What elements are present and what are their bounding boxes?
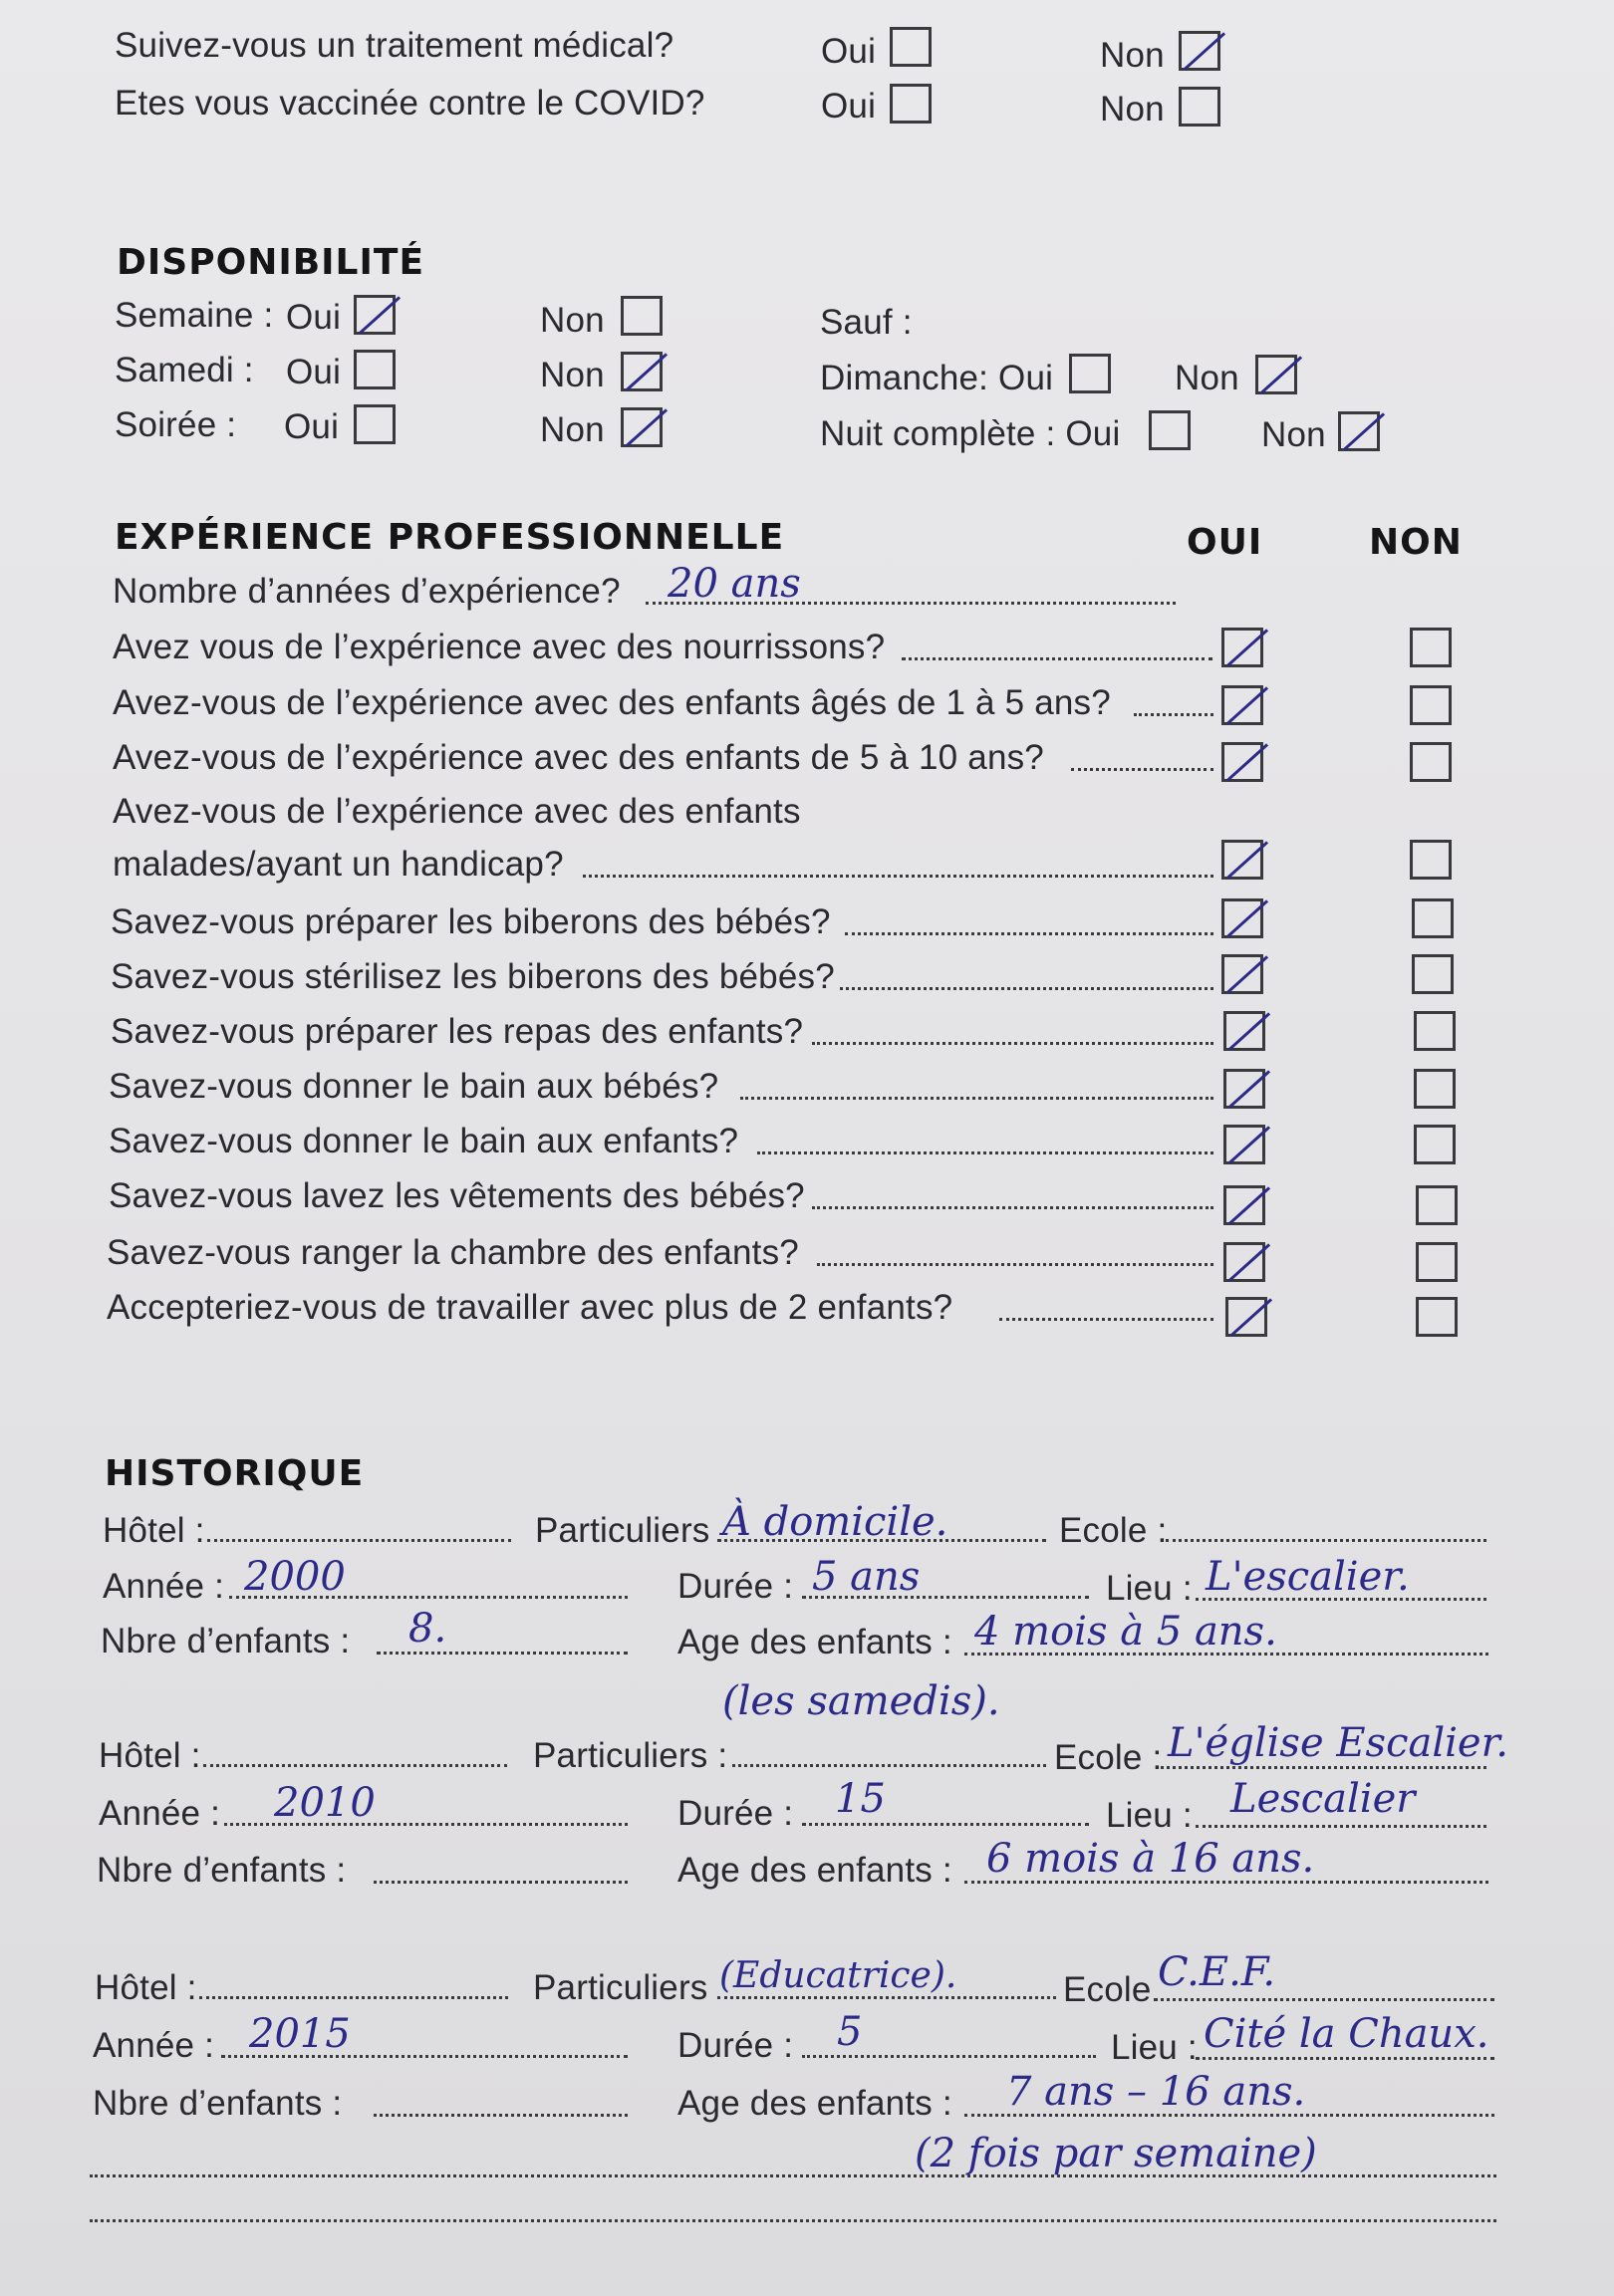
semaine-non-checkbox[interactable] bbox=[621, 296, 663, 336]
entry2-ecole-value[interactable]: L'église Escalier. bbox=[1168, 1720, 1509, 1766]
entry2-age-label: Age des enfants : bbox=[677, 1851, 952, 1890]
question-leader bbox=[845, 932, 1213, 935]
covid-question: Etes vous vaccinée contre le COVID? bbox=[115, 84, 705, 123]
entry2-lieu-label: Lieu : bbox=[1106, 1796, 1193, 1835]
treatment-oui-label: Oui bbox=[821, 32, 877, 71]
treatment-oui-checkbox[interactable] bbox=[890, 27, 932, 67]
soiree-label: Soirée : bbox=[115, 405, 237, 444]
question-leader bbox=[812, 1206, 1213, 1209]
entry3-particuliers-line bbox=[717, 1996, 1056, 1999]
question-prepare-bottles: Savez-vous préparer les biberons des bébés? bbox=[111, 902, 831, 941]
question-bath-children-oui-checkbox[interactable] bbox=[1223, 1125, 1265, 1164]
question-age-5-10-oui-checkbox[interactable] bbox=[1221, 742, 1263, 782]
entry1-ecole-line bbox=[1166, 1539, 1486, 1542]
question-wash-clothes-oui-checkbox[interactable] bbox=[1223, 1185, 1265, 1225]
question-wash-clothes-non-checkbox[interactable] bbox=[1416, 1185, 1458, 1225]
entry1-particuliers-label: Particuliers bbox=[535, 1511, 710, 1550]
entry1-nbre-label: Nbre d’enfants : bbox=[101, 1622, 351, 1660]
column-oui-heading: OUI bbox=[1187, 522, 1263, 563]
question-leader bbox=[1071, 768, 1213, 771]
entry2-ecole-label: Ecole : bbox=[1054, 1738, 1163, 1777]
entry3-duree-line bbox=[802, 2055, 1096, 2058]
entry3-annee-value[interactable]: 2015 bbox=[249, 2011, 351, 2057]
entry2-ecole-line bbox=[1161, 1766, 1486, 1769]
entry3-hotel-label: Hôtel : bbox=[95, 1968, 197, 2007]
question-age-1-5-non-checkbox[interactable] bbox=[1410, 685, 1452, 725]
soiree-non-label: Non bbox=[540, 410, 605, 449]
question-more-than-2-oui-checkbox[interactable] bbox=[1225, 1297, 1267, 1337]
question-handicap-non-checkbox[interactable] bbox=[1410, 840, 1452, 880]
question-age-1-5-oui-checkbox[interactable] bbox=[1221, 685, 1263, 725]
question-leader bbox=[740, 1097, 1213, 1100]
entry1-duree-value[interactable]: 5 ans bbox=[812, 1554, 921, 1600]
entry2-nbre-label: Nbre d’enfants : bbox=[97, 1851, 347, 1890]
question-prepare-bottles-non-checkbox[interactable] bbox=[1412, 898, 1454, 938]
entry1-lieu-value[interactable]: L'escalier. bbox=[1206, 1554, 1410, 1600]
question-leader bbox=[812, 1042, 1213, 1045]
entry3-particuliers-label: Particuliers bbox=[533, 1968, 708, 2007]
question-sterilize-bottles-non-checkbox[interactable] bbox=[1412, 954, 1454, 994]
entry3-age-label: Age des enfants : bbox=[677, 2084, 952, 2123]
samedi-oui-label: Oui bbox=[286, 353, 342, 391]
question-age-5-10-non-checkbox[interactable] bbox=[1410, 742, 1452, 782]
question-infants: Avez vous de l’expérience avec des nourrissons? bbox=[113, 628, 886, 666]
question-prepare-meals-oui-checkbox[interactable] bbox=[1223, 1011, 1265, 1051]
dimanche-label: Dimanche: Oui bbox=[820, 359, 1054, 397]
question-handicap-line1: Avez-vous de l’expérience avec des enfants bbox=[113, 792, 801, 831]
years-answer[interactable]: 20 ans bbox=[668, 561, 801, 607]
question-bath-babies-non-checkbox[interactable] bbox=[1414, 1069, 1456, 1109]
treatment-non-checkbox[interactable] bbox=[1179, 31, 1220, 71]
entry3-age-value[interactable]: 7 ans – 16 ans. bbox=[1006, 2069, 1306, 2115]
entry2-age-value[interactable]: 6 mois à 16 ans. bbox=[986, 1836, 1315, 1882]
entry3-lieu-value[interactable]: Cité la Chaux. bbox=[1204, 2011, 1489, 2057]
entry3-ecole-label: Ecole bbox=[1063, 1970, 1152, 2009]
samedi-oui-checkbox[interactable] bbox=[354, 350, 396, 389]
entry3-duree-label: Durée : bbox=[677, 2026, 794, 2065]
soiree-non-checkbox[interactable] bbox=[621, 407, 663, 447]
question-leader bbox=[999, 1318, 1213, 1321]
entry2-annee-label: Année : bbox=[99, 1794, 221, 1833]
samedi-label: Samedi : bbox=[115, 351, 254, 389]
entry3-ecole-line bbox=[1154, 1998, 1494, 2001]
entry2-nbre-line bbox=[374, 1881, 628, 1884]
question-leader bbox=[1134, 713, 1213, 716]
entry3-nbre-label: Nbre d’enfants : bbox=[93, 2084, 343, 2123]
nuit-label: Nuit complète : Oui bbox=[820, 414, 1121, 453]
question-infants-oui-checkbox[interactable] bbox=[1221, 628, 1263, 667]
entry1-duree-label: Durée : bbox=[677, 1567, 794, 1606]
entry3-hotel-line bbox=[199, 1996, 508, 1999]
soiree-oui-label: Oui bbox=[284, 407, 340, 446]
question-sterilize-bottles: Savez-vous stérilisez les biberons des bébés? bbox=[111, 957, 835, 996]
entry1-lieu-label: Lieu : bbox=[1106, 1569, 1193, 1608]
semaine-label: Semaine : bbox=[115, 296, 274, 335]
entry1-nbre-value[interactable]: 8. bbox=[408, 1606, 447, 1652]
question-leader bbox=[583, 875, 1213, 878]
column-non-heading: NON bbox=[1369, 522, 1463, 563]
semaine-oui-checkbox[interactable] bbox=[354, 295, 396, 335]
question-leader bbox=[817, 1263, 1213, 1266]
question-tidy-room: Savez-vous ranger la chambre des enfants? bbox=[107, 1233, 799, 1272]
entry1-age-label: Age des enfants : bbox=[677, 1623, 952, 1661]
entry1-hotel-line bbox=[207, 1539, 511, 1542]
question-prepare-bottles-oui-checkbox[interactable] bbox=[1221, 898, 1263, 938]
nuit-non-label: Non bbox=[1261, 415, 1326, 454]
experience-heading: EXPÉRIENCE PROFESSIONNELLE bbox=[115, 517, 785, 558]
entry3-nbre-line bbox=[374, 2114, 628, 2117]
question-handicap-oui-checkbox[interactable] bbox=[1221, 840, 1263, 880]
question-leader bbox=[757, 1151, 1213, 1154]
entry2-annee-value[interactable]: 2010 bbox=[274, 1780, 376, 1826]
semaine-oui-label: Oui bbox=[286, 298, 342, 337]
entry1-age-value[interactable]: 4 mois à 5 ans. bbox=[974, 1609, 1277, 1655]
entry1-hotel-label: Hôtel : bbox=[103, 1511, 205, 1550]
entry2-particuliers-line bbox=[732, 1764, 1046, 1767]
treatment-question: Suivez-vous un traitement médical? bbox=[115, 26, 674, 65]
question-bath-children-non-checkbox[interactable] bbox=[1414, 1125, 1456, 1164]
availability-heading: DISPONIBILITÉ bbox=[117, 242, 425, 283]
entry3-lieu-line bbox=[1196, 2057, 1494, 2060]
question-leader bbox=[902, 657, 1212, 660]
covid-oui-label: Oui bbox=[821, 87, 877, 126]
question-bath-babies: Savez-vous donner le bain aux bébés? bbox=[109, 1067, 719, 1106]
question-tidy-room-oui-checkbox[interactable] bbox=[1223, 1242, 1265, 1282]
history-heading: HISTORIQUE bbox=[105, 1453, 365, 1494]
question-prepare-meals: Savez-vous préparer les repas des enfants? bbox=[111, 1012, 804, 1051]
question-prepare-meals-non-checkbox[interactable] bbox=[1414, 1011, 1456, 1051]
question-tidy-room-non-checkbox[interactable] bbox=[1416, 1242, 1458, 1282]
entry1-annee-value[interactable]: 2000 bbox=[244, 1554, 346, 1600]
question-bath-babies-oui-checkbox[interactable] bbox=[1223, 1069, 1265, 1109]
covid-non-label: Non bbox=[1100, 90, 1165, 128]
nuit-oui-checkbox[interactable] bbox=[1149, 410, 1191, 450]
entry2-hotel-label: Hôtel : bbox=[99, 1736, 201, 1775]
question-leader bbox=[840, 987, 1213, 990]
entry1-annee-label: Année : bbox=[103, 1567, 225, 1606]
dimanche-non-checkbox[interactable] bbox=[1255, 355, 1297, 394]
entry1-ecole-label: Ecole : bbox=[1059, 1511, 1168, 1550]
question-sterilize-bottles-oui-checkbox[interactable] bbox=[1221, 954, 1263, 994]
years-question: Nombre d’années d’expérience? bbox=[113, 572, 621, 611]
question-handicap-line2: malades/ayant un handicap? bbox=[113, 845, 564, 884]
question-age-1-5: Avez-vous de l’expérience avec des enfants âgés de 1 à 5 ans? bbox=[113, 683, 1111, 722]
dimanche-oui-checkbox[interactable] bbox=[1069, 354, 1111, 393]
soiree-oui-checkbox[interactable] bbox=[354, 404, 396, 444]
nuit-non-checkbox[interactable] bbox=[1338, 411, 1380, 451]
entry2-lieu-line bbox=[1196, 1825, 1486, 1828]
question-bath-children: Savez-vous donner le bain aux enfants? bbox=[109, 1122, 739, 1160]
entry3-ecole-value[interactable]: C.E.F. bbox=[1158, 1949, 1276, 1995]
entry3-lieu-label: Lieu : bbox=[1111, 2028, 1198, 2067]
entry2-lieu-value[interactable]: Lescalier bbox=[1230, 1776, 1416, 1822]
entry1-note[interactable]: (les samedis). bbox=[722, 1678, 1000, 1724]
semaine-non-label: Non bbox=[540, 301, 605, 340]
question-infants-non-checkbox[interactable] bbox=[1410, 628, 1452, 667]
covid-non-checkbox[interactable] bbox=[1179, 87, 1220, 127]
entry3-particuliers-value[interactable]: (Educatrice). bbox=[719, 1955, 957, 1996]
treatment-non-label: Non bbox=[1100, 36, 1165, 75]
entry3-note[interactable]: (2 fois par semaine) bbox=[915, 2131, 1317, 2176]
entry2-duree-label: Durée : bbox=[677, 1794, 794, 1833]
question-wash-clothes: Savez-vous lavez les vêtements des bébés? bbox=[109, 1176, 805, 1215]
entry2-duree-value[interactable]: 15 bbox=[835, 1776, 886, 1822]
entry3-extra-line-2 bbox=[90, 2219, 1496, 2222]
entry3-duree-value[interactable]: 5 bbox=[837, 2009, 863, 2055]
entry2-duree-line bbox=[802, 1823, 1089, 1826]
entry3-annee-label: Année : bbox=[93, 2026, 215, 2065]
question-more-than-2-non-checkbox[interactable] bbox=[1416, 1297, 1458, 1337]
question-more-than-2: Accepteriez-vous de travailler avec plus de 2 enfants? bbox=[107, 1288, 953, 1327]
covid-oui-checkbox[interactable] bbox=[890, 84, 932, 124]
entry1-nbre-line bbox=[377, 1652, 628, 1655]
sauf-label: Sauf : bbox=[820, 303, 913, 342]
entry1-particuliers-value[interactable]: À domicile. bbox=[722, 1499, 948, 1545]
samedi-non-label: Non bbox=[540, 356, 605, 394]
dimanche-non-label: Non bbox=[1175, 359, 1239, 397]
entry2-hotel-line bbox=[203, 1764, 507, 1767]
question-age-5-10: Avez-vous de l’expérience avec des enfants de 5 à 10 ans? bbox=[113, 738, 1044, 777]
entry2-particuliers-label: Particuliers : bbox=[533, 1736, 728, 1775]
samedi-non-checkbox[interactable] bbox=[621, 352, 663, 391]
